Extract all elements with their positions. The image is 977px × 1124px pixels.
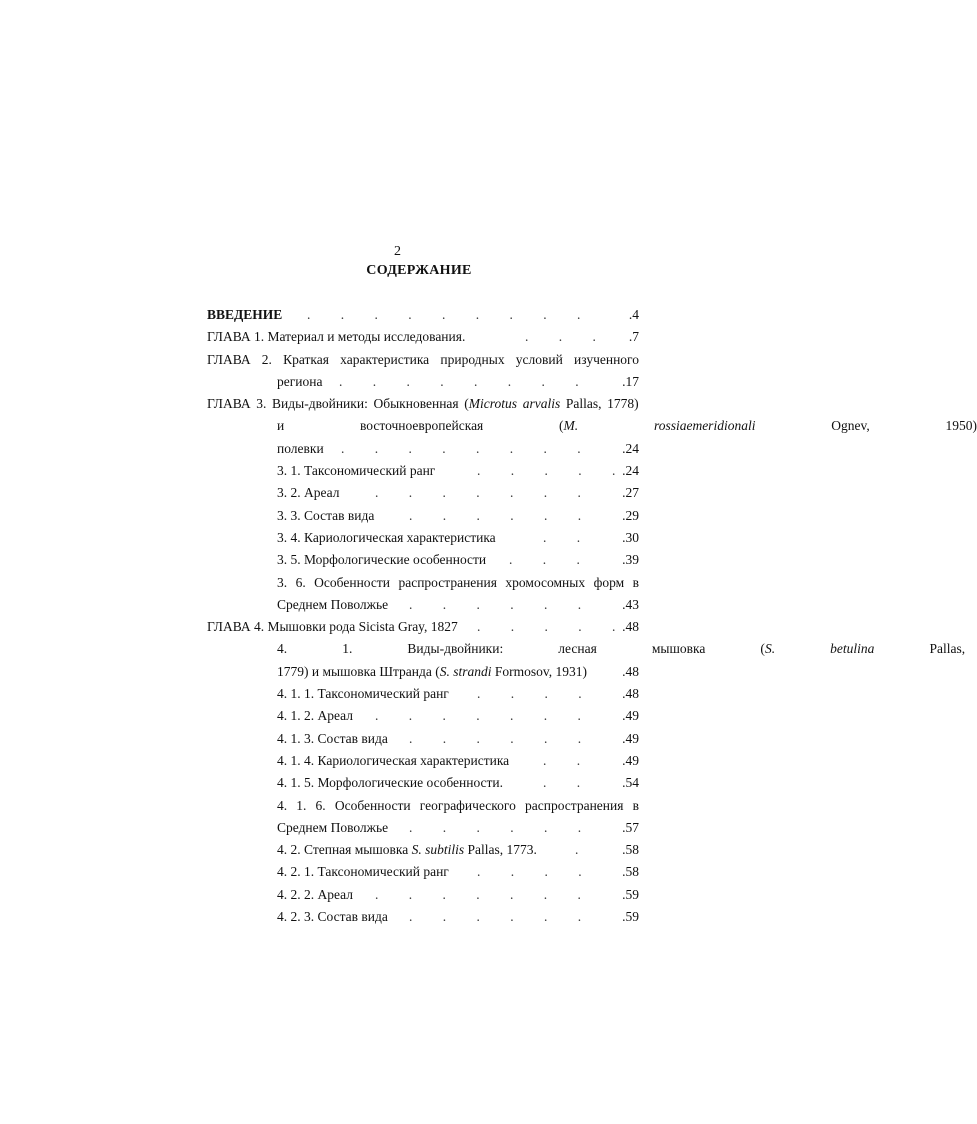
toc-text: 4. 1. Виды-двойники: лесная мышовка ( [277,641,765,657]
dot-leader: . . . [509,552,580,568]
toc-label: ГЛАВА 4. Мышовки рода Sicista Gray, 1827 [207,619,458,635]
toc-label: 4. 1. 4. Кариологическая характеристика [277,752,510,768]
toc-label: региона [277,373,323,389]
toc-entry-4-1-5[interactable] [277,772,639,794]
toc-entry-3-4[interactable] [277,527,639,549]
toc-label: ВВЕДЕНИЕ [207,307,283,322]
dot-leader: . . . . . . . [375,485,581,501]
toc-label: 3. 4. Кариологическая характеристика [277,529,496,545]
dot-leader: . . . . . . . [375,708,581,724]
dot-leader: . . . . [477,686,582,702]
toc-entry-4-2[interactable] [277,839,639,861]
toc-label [277,641,965,656]
toc-entry-3-5[interactable] [277,549,639,571]
toc-page: .49 [622,752,639,768]
toc-entry-4-1-line2[interactable] [277,661,639,683]
toc-text: и восточноевропейская ( [277,418,564,434]
toc-entry-chapter-1[interactable] [207,326,639,348]
toc-text: 1779) и мышовка Штранда ( [277,663,440,679]
toc-entry-4-1-line1[interactable] [277,638,966,660]
toc-label: 4. 1. 2. Ареал [277,708,354,724]
toc-text: Pallas, 1778) [560,396,639,412]
table-of-contents [207,304,977,928]
dot-leader: . [575,842,579,858]
dot-leader: . . . . . . . . . [307,307,581,322]
page-number: 2 [394,244,401,259]
toc-entry-4-2-2[interactable] [277,884,639,906]
toc-entry-chapter-2-line2[interactable] [277,371,639,393]
dot-leader: . . . . . . . [375,886,581,902]
toc-entry-chapter-3-line2[interactable] [277,415,977,437]
toc-label: 3. 3. Состав вида [277,507,375,523]
toc-entry-3-2[interactable] [277,482,639,504]
toc-label: Среднем Поволжье [277,819,389,835]
species-name: S. betulina [764,641,875,657]
dot-leader: . . . . . . . . [341,440,581,456]
dot-leader: . . . . . . . . [339,373,579,389]
toc-entry-chapter-2-line1[interactable]: ГЛАВА 2. Краткая характеристика природных условий изученного [207,351,639,367]
toc-entry-3-6-line1[interactable]: 3. 6. Особенности распространения хромосомных форм в [277,574,639,590]
toc-entry-4-1-4[interactable] [277,750,639,772]
toc-page: .29 [622,507,639,523]
toc-entry-4-1-2[interactable] [277,705,639,727]
toc-label [277,664,587,679]
species-name: S. strandi [439,663,492,679]
toc-label: 3. 5. Морфологические особенности [277,552,487,568]
dot-leader: . . [543,775,581,791]
toc-page: .49 [622,708,639,724]
species-name: M. rossiaemeridionali [563,418,756,434]
dot-leader: . . . . . [477,619,616,635]
toc-text: Pallas, [874,641,966,657]
dot-leader: . . . . . [477,463,616,479]
toc-page: .58 [622,864,639,880]
toc-label: 4. 2. 3. Состав вида [277,909,388,925]
toc-entry-chapter-3-line1[interactable] [207,393,639,415]
toc-page: .7 [628,329,639,345]
toc-text: 4. 2. Степная мышовка [277,842,412,858]
toc-entry-4-2-1[interactable] [277,861,639,883]
toc-label: 4. 2. 2. Ареал [277,886,354,902]
toc-entry-4-1-6-line2[interactable] [277,817,639,839]
dot-leader: . . . . . . [409,730,582,746]
toc-entry-introduction[interactable] [207,304,639,326]
toc-page: .48 [622,619,639,635]
dot-leader: . . [543,529,581,545]
toc-page: .48 [622,686,639,702]
dot-leader: . . [543,752,581,768]
toc-entry-3-1[interactable] [277,460,639,482]
toc-label: 3. 1. Таксономический ранг [277,463,436,479]
species-name: Microtus arvalis [468,396,561,412]
species-name: S. subtilis [411,842,465,858]
toc-label: 3. 2. Ареал [277,485,340,501]
page-title: СОДЕРЖАНИЕ [366,263,472,278]
toc-page: .30 [622,529,639,545]
toc-text: Ognev, 1950) [755,418,977,434]
dot-leader: . . . . . . [409,819,582,835]
toc-entry-chapter-4[interactable] [207,616,639,638]
toc-entry-4-2-3[interactable] [277,906,639,928]
toc-page: .39 [622,552,639,568]
toc-page: .57 [622,819,639,835]
toc-label: полевки [277,440,324,456]
toc-entry-chapter-3-line3[interactable] [277,438,639,460]
toc-label: 4. 1. 1. Таксономический ранг [277,686,449,702]
toc-page: .58 [622,842,639,858]
toc-label: 4. 1. 3. Состав вида [277,730,388,746]
toc-page: .54 [622,775,639,791]
toc-page: .27 [622,485,639,501]
toc-text: Pallas, 1773. [464,842,537,858]
toc-label: ГЛАВА 1. Материал и методы исследования. [207,329,466,345]
toc-text: ГЛАВА 3. Виды-двойники: Обыкновенная ( [207,396,469,412]
toc-page: .49 [622,730,639,746]
toc-entry-4-1-3[interactable] [277,728,639,750]
toc-page: .59 [622,886,639,902]
dot-leader: . . . [525,329,596,345]
toc-text: Formosov, 1931) [491,663,587,679]
toc-page: .59 [622,909,639,925]
toc-page: .4 [628,307,639,322]
dot-leader: . . . . . . [409,909,582,925]
toc-entry-3-6-line2[interactable] [277,594,639,616]
toc-page: .24 [622,463,639,479]
toc-page: .24 [622,440,639,456]
toc-label [207,393,639,415]
toc-page: .48 [622,663,639,679]
toc-label: Среднем Поволжье [277,596,389,612]
toc-page: .43 [622,596,639,612]
toc-label [277,418,977,433]
toc-page: .17 [622,373,639,389]
toc-label: 4. 2. 1. Таксономический ранг [277,864,449,880]
dot-leader: . . . . . . [409,596,582,612]
toc-label [277,842,537,857]
toc-label: 4. 1. 5. Морфологические особенности. [277,775,504,791]
dot-leader: . . . . . . [409,507,582,523]
toc-entry-3-3[interactable] [277,505,639,527]
dot-leader: . . . . [477,864,582,880]
toc-entry-4-1-6-line1[interactable]: 4. 1. 6. Особенности географического распространения в [277,797,639,813]
toc-entry-4-1-1[interactable] [277,683,639,705]
